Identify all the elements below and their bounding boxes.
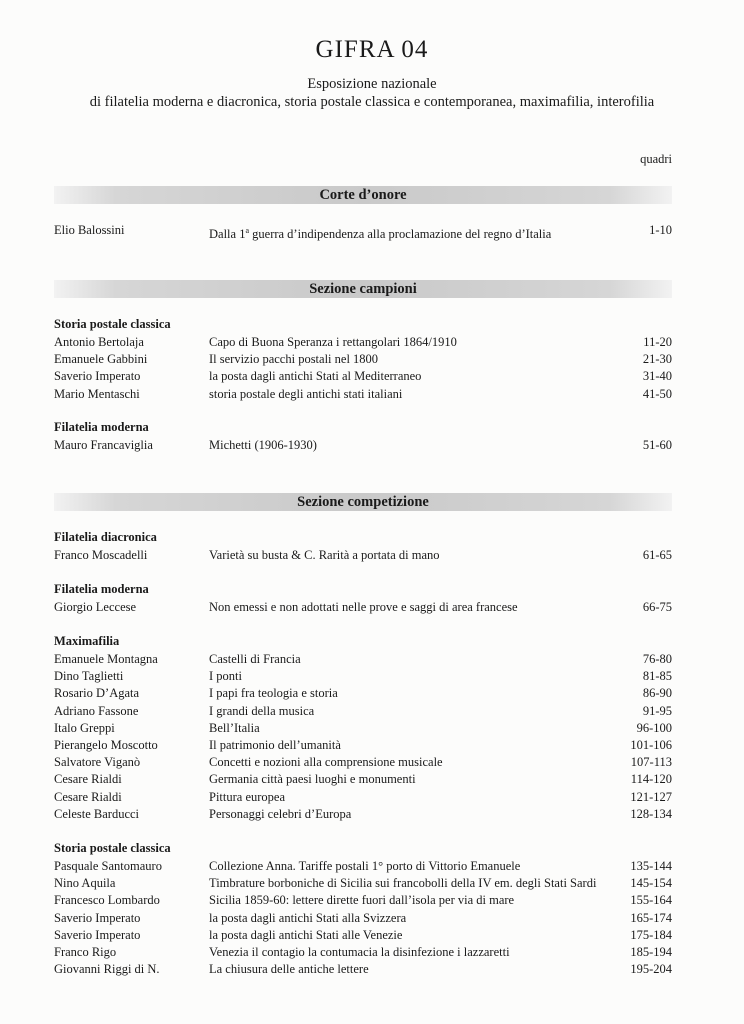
table-row xyxy=(54,368,672,385)
group-label: Filatelia diacronica xyxy=(54,530,157,544)
exhibit-title: Germania città paesi luoghi e monumenti xyxy=(209,772,416,787)
exhibit-title: Venezia il contagio la contumacia la disinfezione i lazzaretti xyxy=(209,945,510,959)
page-title: GIFRA 04 xyxy=(315,36,429,63)
table-row xyxy=(54,737,672,754)
exhibitor-name: Pasquale Santomauro xyxy=(54,859,162,873)
section-heading-competizione: Sezione competizione xyxy=(54,493,672,511)
frame-range: 81-85 xyxy=(642,669,672,684)
subtitle-line-2: di filatelia moderna e diacronica, storia postale classica e contemporanea, maximafilia, interofilia xyxy=(89,94,655,110)
frame-range: 175-184 xyxy=(630,927,672,942)
exhibitor-name: Saverio Imperato xyxy=(54,927,141,942)
exhibit-title: Castelli di Francia xyxy=(209,652,301,666)
exhibit-title: Collezione Anna. Tariffe postali 1° porto di Vittorio Emanuele xyxy=(209,859,521,873)
table-row xyxy=(54,222,672,242)
exhibitor-name: Elio Balossini xyxy=(54,223,125,237)
table-row xyxy=(54,806,672,823)
exhibit-title: Concetti e nozioni alla comprensione musicale xyxy=(209,755,443,770)
subtitle-line-1: Esposizione nazionale xyxy=(307,76,437,92)
frame-range: 51-60 xyxy=(642,438,672,452)
exhibitor-name: Dino Taglietti xyxy=(54,669,124,684)
table-row xyxy=(54,944,672,961)
table-row xyxy=(54,685,672,702)
section-heading-campioni: Sezione campioni xyxy=(54,280,672,298)
exhibitor-name: Adriano Fassone xyxy=(54,703,139,718)
table-row xyxy=(54,351,672,368)
table-row xyxy=(54,910,672,927)
table-row xyxy=(54,961,672,978)
exhibit-title: Michetti (1906-1930) xyxy=(209,438,317,452)
exhibitor-name: Italo Greppi xyxy=(54,720,115,735)
table-row xyxy=(54,754,672,771)
exhibit-title: La chiusura delle antiche lettere xyxy=(209,962,369,977)
frame-range: 101-106 xyxy=(630,738,672,752)
table-row xyxy=(54,334,672,351)
section-heading-corte: Corte d’onore xyxy=(54,186,672,204)
table-row xyxy=(54,875,672,892)
table-row xyxy=(54,547,672,564)
exhibitor-name: Antonio Bertolaja xyxy=(54,335,144,349)
exhibit-title: storia postale degli antichi stati italiani xyxy=(209,386,403,401)
frame-range: 155-164 xyxy=(630,893,672,908)
frame-range: 145-154 xyxy=(630,876,672,891)
exhibit-title: I ponti xyxy=(209,669,242,684)
table-row xyxy=(54,858,672,875)
frame-range: 121-127 xyxy=(630,789,672,804)
table-row xyxy=(54,720,672,737)
table-row xyxy=(54,703,672,720)
frame-range: 165-174 xyxy=(630,910,672,925)
exhibitor-name: Emanuele Gabbini xyxy=(54,352,148,367)
exhibitor-name: Emanuele Montagna xyxy=(54,652,158,666)
exhibitor-name: Giovanni Riggi di N. xyxy=(54,962,160,977)
frame-range: 21-30 xyxy=(642,352,672,367)
exhibit-title: Sicilia 1859-60: lettere dirette fuori dall’isola per via di mare xyxy=(209,893,515,908)
table-row xyxy=(54,789,672,806)
exhibitor-name: Salvatore Viganò xyxy=(54,755,141,770)
exhibitor-name: Saverio Imperato xyxy=(54,910,141,925)
frame-range: 107-113 xyxy=(630,755,672,770)
frame-range: 185-194 xyxy=(630,945,672,959)
group-label: Storia postale classica xyxy=(54,841,171,855)
exhibit-title: Il servizio pacchi postali nel 1800 xyxy=(209,352,379,367)
group-label: Filatelia moderna xyxy=(54,582,149,596)
frame-range: 91-95 xyxy=(642,703,672,718)
exhibitor-name: Mauro Francaviglia xyxy=(54,438,153,452)
exhibit-title: Non emessi e non adottati nelle prove e saggi di area francese xyxy=(209,600,518,614)
group-label: Maximafilia xyxy=(54,634,120,648)
exhibit-title: Varietà su busta & C. Rarità a portata di mano xyxy=(209,548,440,562)
frame-range: 61-65 xyxy=(642,548,672,562)
frame-range: 76-80 xyxy=(642,652,672,666)
exhibit-title: Capo di Buona Speranza i rettangolari 1864/1910 xyxy=(209,335,457,349)
exhibit-title: Timbrature borboniche di Sicilia sui francobolli della IV em. degli Stati Sardi xyxy=(209,876,597,891)
frame-range: 11-20 xyxy=(643,335,672,349)
table-row xyxy=(54,651,672,668)
exhibitor-name: Pierangelo Moscotto xyxy=(54,738,158,752)
exhibitor-name: Nino Aquila xyxy=(54,876,116,891)
table-row xyxy=(54,386,672,403)
frame-range: 66-75 xyxy=(642,600,672,614)
exhibit-title: Il patrimonio dell’umanità xyxy=(209,738,341,752)
exhibitor-name: Cesare Rialdi xyxy=(54,789,122,804)
exhibit-title: la posta dagli antichi Stati alla Svizzera xyxy=(209,910,407,925)
exhibitor-name: Cesare Rialdi xyxy=(54,772,122,787)
exhibitor-name: Franco Moscadelli xyxy=(54,548,148,562)
table-row xyxy=(54,668,672,685)
exhibitor-name: Giorgio Leccese xyxy=(54,600,137,614)
exhibitor-name: Rosario D’Agata xyxy=(54,686,140,701)
table-row xyxy=(54,892,672,909)
exhibit-title: Pittura europea xyxy=(209,789,286,804)
table-row xyxy=(54,927,672,944)
exhibitor-name: Mario Mentaschi xyxy=(54,386,140,401)
exhibitor-name: Francesco Lombardo xyxy=(54,893,160,908)
frame-range: 41-50 xyxy=(642,386,672,401)
table-row xyxy=(54,599,672,616)
exhibitor-name: Franco Rigo xyxy=(54,945,117,959)
frame-range: 128-134 xyxy=(630,806,672,821)
exhibit-title: Bell’Italia xyxy=(209,720,260,735)
frame-range: 86-90 xyxy=(642,686,672,701)
exhibit-title: Dalla 1$^a$ guerra d’indipendenza alla proclamazione del regno d’Italia xyxy=(209,226,552,242)
frame-range: 1-10 xyxy=(649,223,672,237)
exhibit-title: I grandi della musica xyxy=(209,703,315,718)
frame-range: 96-100 xyxy=(636,720,672,735)
group-label: Filatelia moderna xyxy=(54,420,149,434)
table-row xyxy=(54,437,672,454)
frame-range: 135-144 xyxy=(630,859,672,873)
exhibit-title: la posta dagli antichi Stati alle Venezie xyxy=(209,927,403,942)
exhibit-title: Personaggi celebri d’Europa xyxy=(209,806,352,821)
exhibit-title: I papi fra teologia e storia xyxy=(209,686,338,701)
group-label: Storia postale classica xyxy=(54,317,171,331)
exhibit-title: la posta dagli antichi Stati al Mediterraneo xyxy=(209,369,422,384)
frame-range: 114-120 xyxy=(630,772,672,787)
exhibitor-name: Saverio Imperato xyxy=(54,369,141,384)
exhibitor-name: Celeste Barducci xyxy=(54,806,140,821)
frames-column-label: quadri xyxy=(640,152,672,166)
frame-range: 31-40 xyxy=(642,369,672,384)
table-row xyxy=(54,771,672,788)
frame-range: 195-204 xyxy=(630,962,672,977)
